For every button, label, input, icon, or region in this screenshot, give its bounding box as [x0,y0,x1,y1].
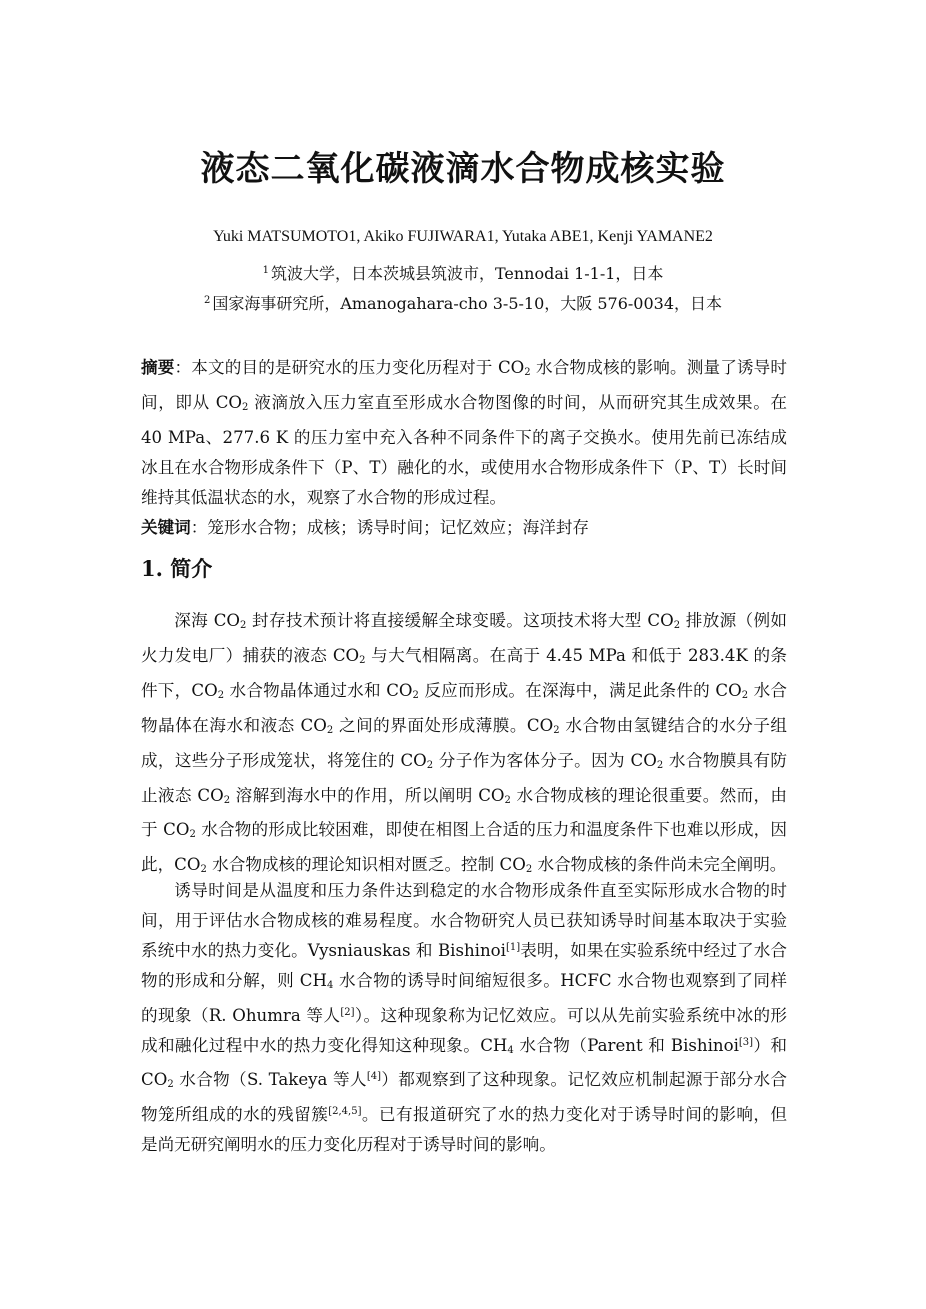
section-title: 简介 [170,556,213,581]
paper-title: 液态二氧化碳液滴水合物成核实验 [200,149,726,189]
abstract-block [141,353,787,542]
abstract-paragraph: 摘要：本文的目的是研究水的压力变化历程对于 $CO_2$ 水合物成核的影响。测量了诱导时间，即从 $CO_2$ 液滴放入压力室直至形成水合物图像的时间，从而研究其生成效果。在 40 MPa、277.6 K 的压力室中充入各种不同条件下的离子交换水。使用先前已冻结成冰且在水合物形成条件下（P、T）融化的水，或使用水合物形成条件下（P、T）长时间维持其低温状态的水，观察了水合物的形成过程。 [141,357,788,507]
body-paragraph-2: 诱导时间是从温度和压力条件达到稳定的水合物形成条件直至实际形成水合物的时间，用于评估水合物成核的难易程度。水合物研究人员已获知诱导时间基本取决于实验系统中水的热力变化。Vysniauskas 和 Bishinoi[1]表明，如果在实验系统中经过了水合物的形成和分解，则 $CH_4$ 水合物的诱导时间缩短很多。HCFC 水合物也观察到了同样的现象（R. Ohumra 等人[2]）。这种现象称为记忆效应。可以从先前实验系统中冰的形成和融化过程中水的热力变化得知这种现象。$CH_4$ 水合物（Parent 和 Bishinoi[3]）和 $CO_2$ 水合物（S. Takeya 等人[4]）都观察到了这种现象。记忆效应机制起源于部分水合物笼所组成的水的残留簇[2,4,5]。已有报道研究了水的热力变化对于诱导时间的影响，但是尚无研究阐明水的压力变化历程对于诱导时间的影响。 [141,881,788,1155]
affiliation-text: 国家海事研究所，Amanogahara-cho 3-5-10，大阪 576-0034，日本 [212,294,723,313]
citation-ref: [3] [738,1036,754,1048]
section-heading [141,553,212,585]
citation-ref: [2] [340,1006,355,1018]
citation-ref: [2,4,5] [328,1106,362,1118]
affiliation-mark: 2 [203,295,211,306]
body-paragraph-1: 深海 $CO_2$ 封存技术预计将直接缓解全球变暖。这项技术将大型 $CO_2$ 排放源（例如火力发电厂）捕获的液态 $CO_2$ 与大气相隔离。在高于 4.45 MPa 和低于 283.4K 的条件下，$CO_2$ 水合物晶体通过水和 $CO_2$ 反应而形成。在深海中，满足此条件的 $CO_2$ 水合物晶体在海水和液态 $CO_2$ 之间的界面处形成薄膜。$CO_2$ 水合物由氢键结合的水分子组成，这些分子形成笼状，将笼住的 $CO_2$ 分子作为客体分子。因为 $CO_2$ 水合物膜具有防止液态 $CO_2$ 溶解到海水中的作用，所以阐明 $CO_2$ 水合物成核的理论很重要。然而，由于 $CO_2$ 水合物的形成比较困难，即使在相图上合适的压力和温度条件下也难以形成，因此，$CO_2$ 水合物成核的理论知识相对匮乏。控制 $CO_2$ 水合物成核的条件尚未完全阐明。 [141,611,788,876]
keywords-label: 关键词 [141,516,191,537]
abstract-label: 摘要 [141,357,175,377]
affiliation-mark: 1 [262,265,269,276]
affiliation-2 [0,293,926,315]
citation-ref: [1] [505,941,521,953]
section-number: 1. [141,556,163,581]
keywords-line: 关键词：笼形水合物；成核；诱导时间；记忆效应；海洋封存 [141,516,590,537]
citation-ref: [4] [366,1071,382,1083]
author-list: Yuki MATSUMOTO1, Akiko FUJIWARA1, Yutaka ABE1, Kenji YAMANE2 [213,228,713,245]
affiliation-text: 筑波大学，日本茨城县筑波市，Tennodai 1-1-1，日本 [270,264,664,283]
keywords-text: 笼形水合物；成核；诱导时间；记忆效应；海洋封存 [207,517,590,537]
affiliation-1 [0,263,926,285]
